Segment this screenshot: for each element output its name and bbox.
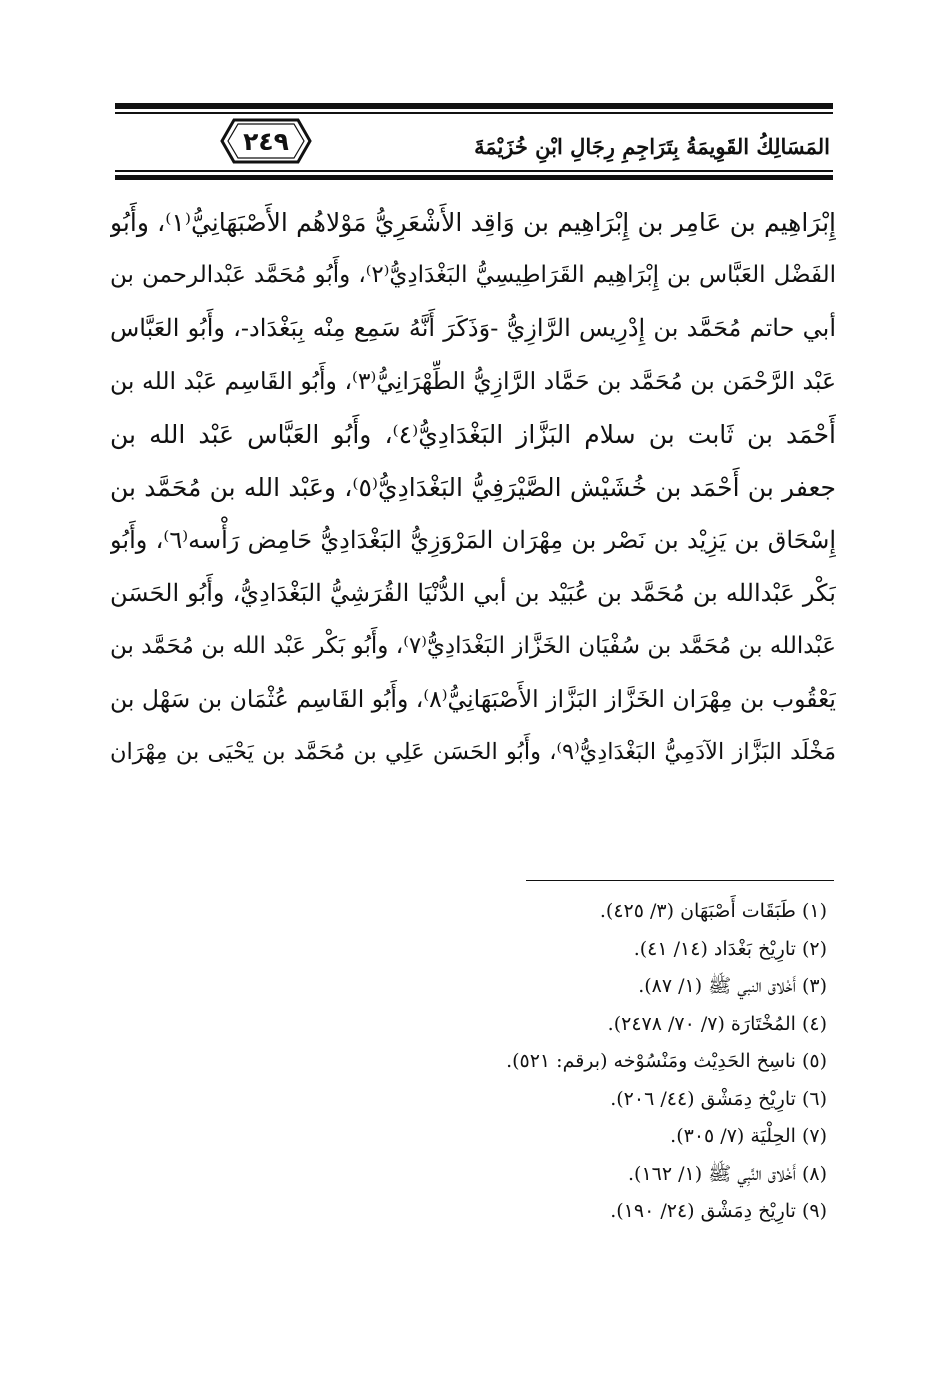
- footnote-item: (٦) تارِيْخ دِمَشْق (٤٤/ ٢٠٦).: [610, 1087, 827, 1110]
- header-rule-thin: [115, 112, 833, 114]
- footnote-item: (٩) تارِيْخ دِمَشْق (٢٤/ ١٩٠).: [610, 1200, 827, 1222]
- header-rule-thick: [115, 103, 833, 109]
- page-number: ٢٤٩: [243, 126, 289, 156]
- body-line: أبي حاتم مُحَمَّد بن إِدْرِيس الرَّازِيُّ -وَذَكَرَ أَنَّهُ سَمِع مِنْه بِبَغْدَاد-، وأَبُو العَبَّاس: [110, 314, 836, 342]
- book-title: المَسَالِكُ القَوِيمَةُ بِتَرَاجِمِ رِجَالِ ابْنِ خُزَيْمَةَ: [474, 134, 830, 159]
- header-bottom-rule-thin: [115, 170, 833, 172]
- body-line: عَبْد الرَّحْمَن بن مُحَمَّد بن حَمَّاد الرَّازِيُّ الطِّهْرَانِيُّ⁽٣⁾، وأَبُو القَاسِم عَبْد الله بن: [110, 367, 836, 395]
- header-bottom-rule-thick: [115, 175, 833, 180]
- body-line: الفَضْل العَبَّاس بن إِبْرَاهِيم القَرَاطِيسِيُّ البَغْدَادِيُّ⁽٢⁾، وأَبُو مُحَمَّد عَبْدالرحمن بن: [110, 262, 836, 288]
- page-number-badge: [220, 117, 312, 165]
- body-line: مَخْلَد البَزَّاز الآدَمِيُّ البَغْدَادِيُّ⁽٩⁾، وأَبُو الحَسَن عَلِي بن مُحَمَّد بن يَحْيَى بن مِهْرَان: [110, 739, 836, 765]
- footnote-item: (٢) تارِيْخ بَغْدَاد (١٤/ ٤١).: [633, 937, 827, 960]
- footnote-item: (٨) أَخْلاق النَّبِي ﷺ (١/ ١٦٢).: [628, 1162, 827, 1185]
- footnote-separator: [526, 880, 834, 881]
- body-text: [110, 196, 836, 779]
- body-line: جعفر بن أَحْمَد بن خُشَيْش الصَّيْرَفِيُّ البَغْدَادِيُّ⁽٥⁾، وعَبْد الله بن مُحَمَّد بن: [110, 473, 836, 502]
- footnote-item: (٣) أَخْلاق النبي ﷺ (١/ ٨٧).: [638, 975, 827, 997]
- body-line: أَحْمَد بن ثَابت بن سلام البَزَّاز البَغْدَادِيُّ⁽٤⁾، وأَبُو العَبَّاس عَبْد الله بن: [110, 420, 836, 449]
- footnote-item: (٥) ناسِخ الحَدِيْث ومَنْسُوْخه (برقم: ٥٢١).: [506, 1050, 827, 1072]
- body-line: إِسْحَاق بن يَزِيْد بن نَصْر بن مِهْرَان المَرْوَزِيُّ البَغْدَادِيُّ حَامِض رَأْسه⁽٦⁾، وأَبُو: [110, 526, 836, 554]
- footnote-item: (١) طَبَقَات أَصْبَهَان (٣/ ٤٢٥).: [599, 900, 827, 922]
- body-line: إِبْرَاهِيم بن عَامِر بن إِبْرَاهِيم بن وَاقِد الأَشْعَرِيُّ مَوْلاهُم الأَصْبَهَانِيُّ⁽١⁾، وأَبُو: [110, 208, 836, 237]
- footnote-item: (٤) المُخْتَارَة (٧/ ٧٠/ ٢٤٧٨).: [607, 1012, 827, 1035]
- footnote-item: (٧) الحِلْيَة (٧/ ٣٠٥).: [670, 1125, 827, 1147]
- body-line: يَعْقُوب بن مِهْرَان الخَزَّاز البَزَّاز الأَصْبَهَانِيُّ⁽٨⁾، وأَبُو القَاسِم عُثْمَان بن سَهْل بن: [110, 685, 836, 713]
- body-line: بَكْر عَبْدالله بن مُحَمَّد بن عُبَيْد بن أبي الدُّنْيَا القُرَشِيُّ البَغْدَادِيُّ، وأَبُو الحَسَن: [110, 579, 836, 607]
- body-line: عَبْدالله بن مُحَمَّد بن سُفْيَان الخَزَّاز البَغْدَادِيُّ⁽٧⁾، وأَبُو بَكْر عَبْد الله بن مُحَمَّد بن: [110, 633, 836, 659]
- footnotes: [307, 893, 827, 1231]
